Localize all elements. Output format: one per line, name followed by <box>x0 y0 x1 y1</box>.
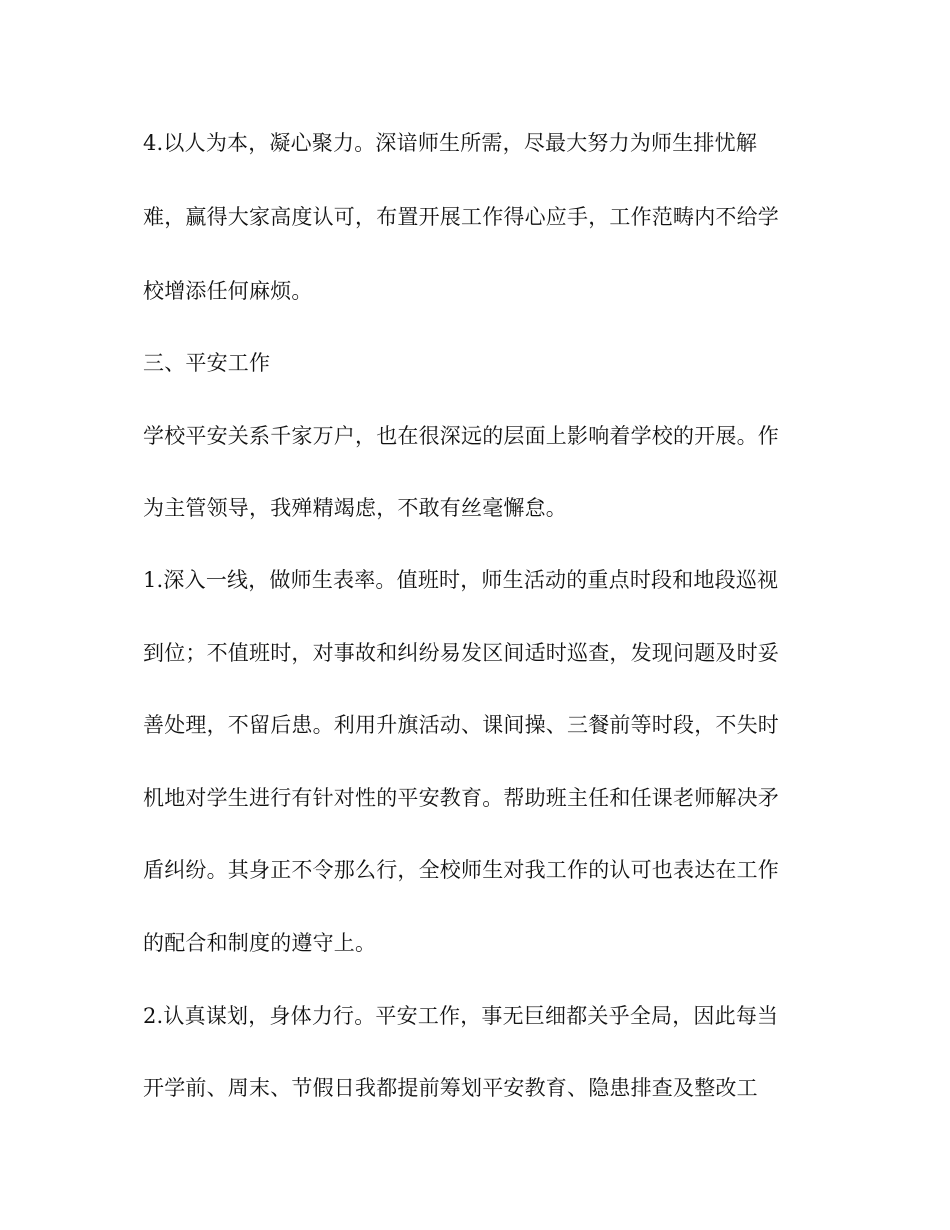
text-line-2: 难，赢得大家高度认可，布置开展工作得心应手，工作范畴内不给学 <box>143 205 779 229</box>
text-line-11: 盾纠纷。其身正不令那么行，全校师生对我工作的认可也表达在工作 <box>143 858 779 882</box>
text-line-9: 善处理，不留后患。利用升旗活动、课间操、三餐前等时段，不失时 <box>143 713 779 737</box>
text-line-6: 为主管领导，我殚精竭虑，不敢有丝毫懈怠。 <box>143 496 567 520</box>
text-line-10: 机地对学生进行有针对性的平安教育。帮助班主任和任课老师解决矛 <box>143 786 779 810</box>
text-line-8: 到位；不值班时，对事故和纠纷易发区间适时巡查，发现问题及时妥 <box>143 641 779 665</box>
text-line-1: 4.以人为本，凝心聚力。深谙师生所需，尽最大努力为师生排忧解 <box>143 131 758 155</box>
text-line-12: 的配合和制度的遵守上。 <box>143 931 377 955</box>
section-heading: 三、平安工作 <box>143 351 271 375</box>
text-line-7: 1.深入一线，做师生表率。值班时，师生活动的重点时段和地段巡视 <box>143 568 779 592</box>
text-line-5: 学校平安关系千家万户，也在很深远的层面上影响着学校的开展。作 <box>143 424 779 448</box>
text-line-3: 校增添任何麻烦。 <box>143 279 313 303</box>
text-line-14: 开学前、周末、节假日我都提前筹划平安教育、隐患排查及整改工 <box>143 1076 758 1100</box>
text-line-13: 2.认真谋划，身体力行。平安工作，事无巨细都关乎全局，因此每当 <box>143 1004 779 1028</box>
